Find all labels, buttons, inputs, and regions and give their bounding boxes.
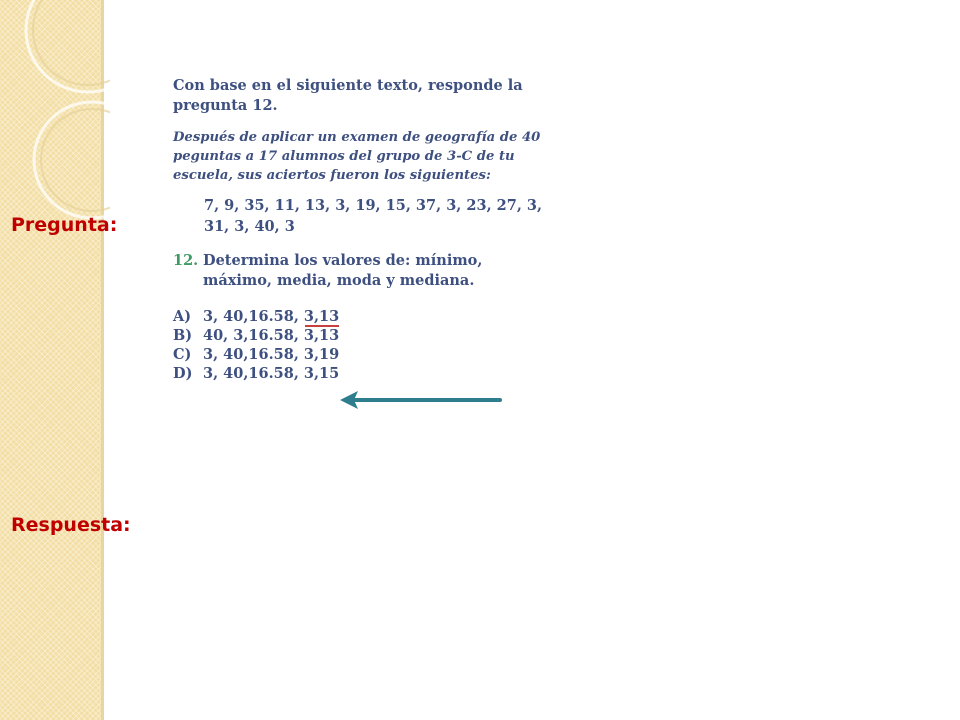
- option-text: 40, 3,16.58, 3,13: [203, 327, 340, 344]
- option-letter: B): [173, 327, 193, 344]
- option-text: [203, 307, 339, 326]
- data-values: 7, 9, 35, 11, 13, 3, 19, 15, 37, 3, 23, 27, 3, 31, 3, 40, 3: [204, 197, 543, 235]
- option-text: 3, 40,16.58, 3,19: [203, 346, 340, 363]
- question-statement: [173, 251, 553, 291]
- option-letter: C): [173, 346, 192, 363]
- option-letter: D): [173, 365, 193, 382]
- left-arrow-icon: [336, 387, 504, 413]
- option-c: [173, 345, 553, 364]
- decorative-circles: [0, 0, 110, 230]
- option-a-text: 3, 40,16.58, 3,13: [203, 308, 340, 325]
- pregunta-label: Pregunta:: [11, 214, 118, 236]
- respuesta-label: Respuesta:: [11, 514, 131, 536]
- question-scan-image: [173, 76, 553, 383]
- option-b: [173, 326, 553, 345]
- question-context: Después de aplicar un examen de geografía de 40 peguntas a 17 alumnos del grupo de 3-C de tu escuela, sus aciertos fueron los siguientes:: [173, 130, 541, 183]
- question-text: Determina los valores de: mínimo, máximo, media, moda y mediana.: [203, 252, 483, 289]
- option-a: [173, 307, 553, 326]
- option-letter: A): [173, 308, 192, 325]
- option-d: [173, 364, 553, 383]
- question-number: 12.: [173, 252, 199, 269]
- option-text: 3, 40,16.58, 3,15: [203, 365, 340, 382]
- question-intro: Con base en el siguiente texto, responde la pregunta 12.: [173, 77, 523, 114]
